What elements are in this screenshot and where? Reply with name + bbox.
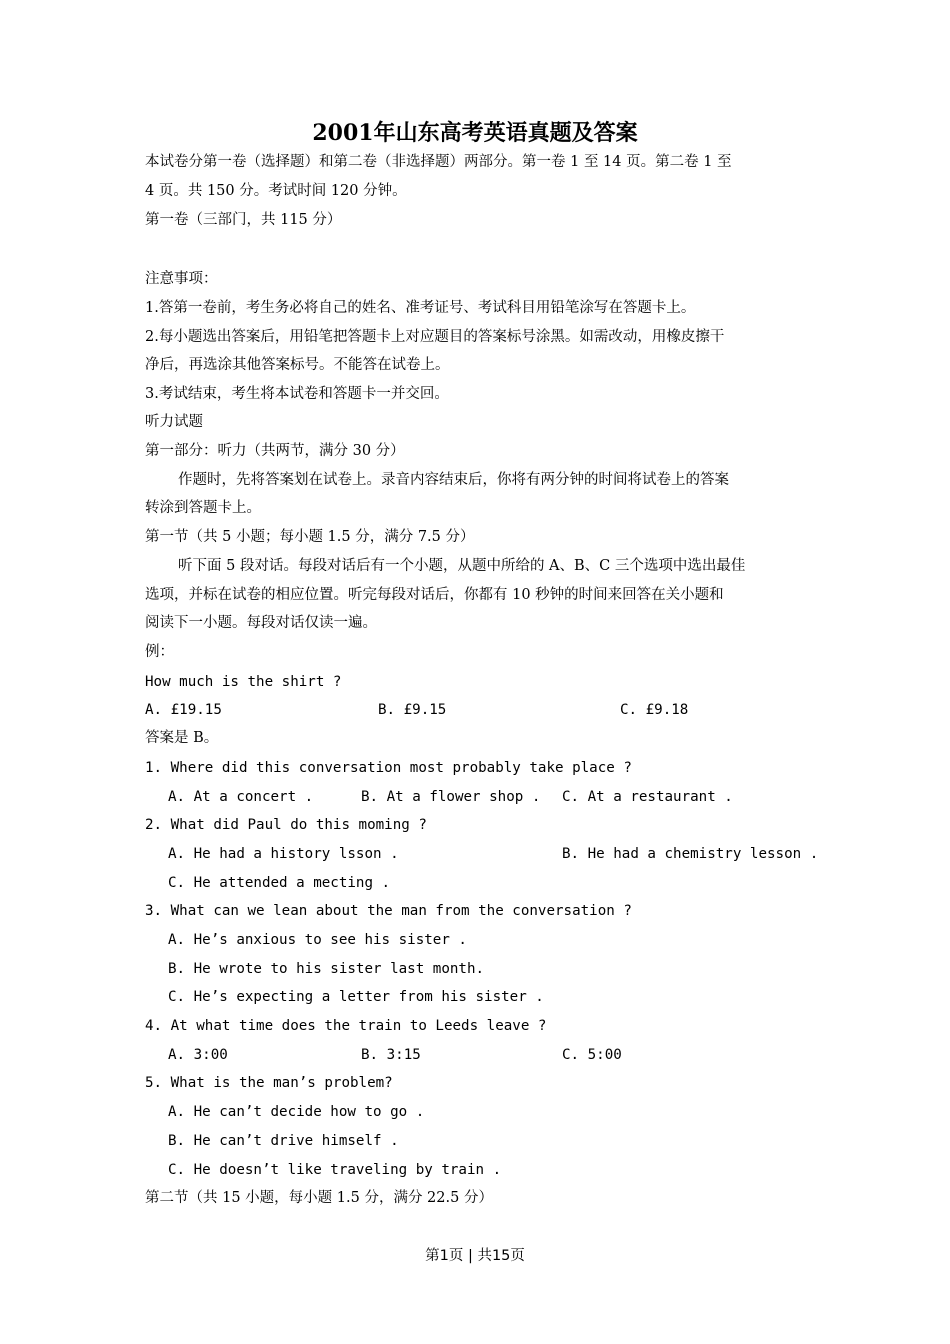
example-label: 例：	[145, 644, 174, 660]
part-one-heading: 第一卷（三部门，共 115 分）	[145, 212, 342, 228]
listening-instruction-b: 转涂到答题卡上。	[145, 500, 261, 516]
subsection-1-heading: 第一节（共 5 小题；每小题 1.5 分，满分 7.5 分）	[145, 529, 475, 545]
intro-line-1: 本试卷分第一卷（选择题）和第二卷（非选择题）两部分。第一卷 1 至 14 页。第二卷 1 至	[145, 154, 732, 170]
subsection-1-instruction-a: 听下面 5 段对话。每段对话后有一个小题，从题中所给的 A、B、C 三个选项中选出最佳	[178, 558, 746, 574]
note-3: 3.考试结束，考生将本试卷和答题卡一并交回。	[145, 386, 449, 402]
note-2-line-b: 净后，再选涂其他答案标号。不能答在试卷上。	[145, 357, 450, 373]
question-4: 4. At what time does the train to Leeds leave ?	[145, 1018, 547, 1034]
example-option-b: B. £9.15	[378, 702, 447, 718]
question-5-option-b: B. He can’t drive himself .	[168, 1133, 399, 1149]
question-4-option-a: A. 3:00	[168, 1047, 228, 1063]
example-answer: 答案是 B。	[145, 730, 219, 746]
question-3: 3. What can we lean about the man from the conversation ?	[145, 903, 632, 919]
question-1-option-a: A. At a concert .	[168, 789, 314, 805]
question-1-option-c: C. At a restaurant .	[562, 789, 733, 805]
listening-section: 第一部分：听力（共两节，满分 30 分）	[145, 443, 405, 459]
listening-heading: 听力试题	[145, 414, 203, 430]
notes-heading: 注意事项：	[145, 271, 218, 287]
page-title: 2001年山东高考英语真题及答案	[312, 120, 638, 146]
example-option-a: A. £19.15	[145, 702, 222, 718]
question-3-option-a: A. He’s anxious to see his sister .	[168, 932, 467, 948]
question-2-option-a: A. He had a history lsson .	[168, 846, 399, 862]
question-2-option-b: B. He had a chemistry lesson .	[562, 846, 819, 862]
question-5-option-a: A. He can’t decide how to go .	[168, 1104, 425, 1120]
note-1: 1.答第一卷前，考生务必将自己的姓名、准考证号、考试科目用铅笔涂写在答题卡上。	[145, 300, 696, 316]
question-2: 2. What did Paul do this moming ?	[145, 817, 427, 833]
question-3-option-b: B. He wrote to his sister last month.	[168, 961, 485, 977]
page-footer: 第1页 | 共15页	[425, 1248, 525, 1264]
subsection-2-heading: 第二节（共 15 小题，每小题 1.5 分，满分 22.5 分）	[145, 1190, 493, 1206]
question-2-option-c: C. He attended a mecting .	[168, 875, 391, 891]
intro-line-2: 4 页。共 150 分。考试时间 120 分钟。	[145, 183, 407, 199]
subsection-1-instruction-b: 选项，并标在试卷的相应位置。听完每段对话后，你都有 10 秒钟的时间来回答在关小题和	[145, 587, 724, 603]
listening-instruction-a: 作题时，先将答案划在试卷上。录音内容结束后，你将有两分钟的时间将试卷上的答案	[178, 472, 729, 488]
example-option-c: C. £9.18	[620, 702, 689, 718]
note-2-line-a: 2.每小题选出答案后，用铅笔把答题卡上对应题目的答案标号涂黑。如需改动，用橡皮擦干	[145, 329, 725, 345]
subsection-1-instruction-c: 阅读下一小题。每段对话仅读一遍。	[145, 615, 377, 631]
example-question: How much is the shirt ?	[145, 674, 342, 690]
question-4-option-c: C. 5:00	[562, 1047, 622, 1063]
question-4-option-b: B. 3:15	[361, 1047, 421, 1063]
question-1: 1. Where did this conversation most probably take place ?	[145, 760, 632, 776]
question-3-option-c: C. He’s expecting a letter from his sister .	[168, 989, 544, 1005]
question-1-option-b: B. At a flower shop .	[361, 789, 541, 805]
question-5-option-c: C. He doesn’t like traveling by train .	[168, 1162, 502, 1178]
question-5: 5. What is the man’s problem?	[145, 1075, 393, 1091]
